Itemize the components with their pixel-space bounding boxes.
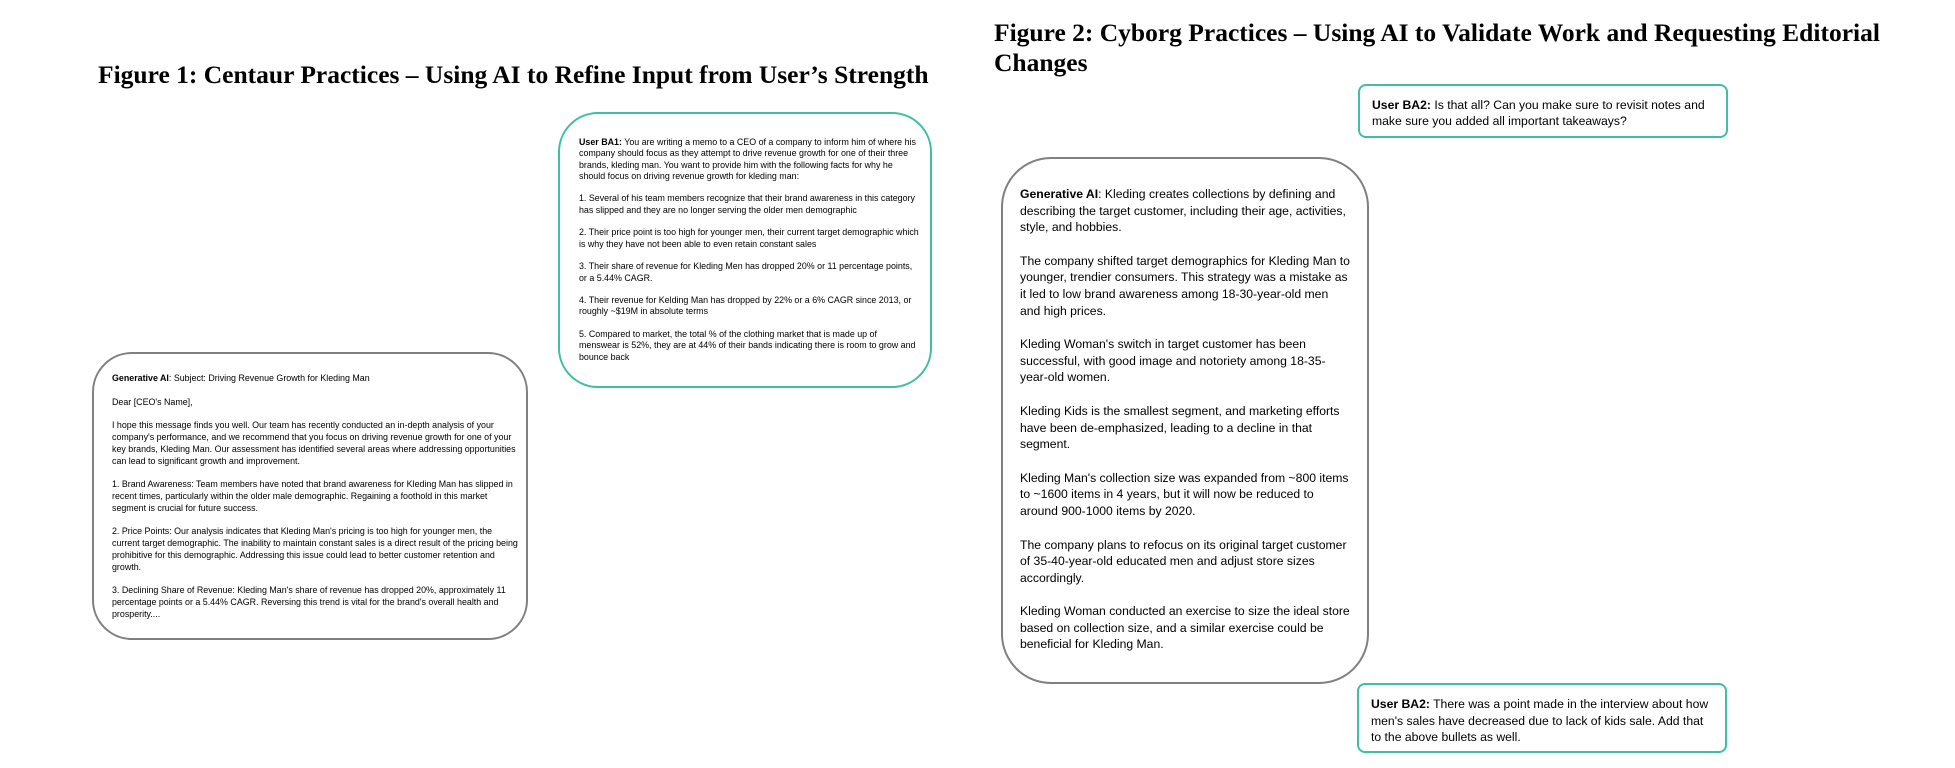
- memo-paragraph: 1. Brand Awareness: Team members have noted that brand awareness for Kleding Man has slipped in recent times, particularly within the older male demographic. Regaining a foothold in this market segment is crucial for future success.: [112, 479, 513, 513]
- user-ba1-intro: [579, 137, 920, 182]
- fact-item: 2. Their price point is too high for younger men, their current target demographic which is why they have not been able to even retain constant sales: [579, 227, 919, 249]
- memo-paragraph: 3. Declining Share of Revenue: Kleding Man's share of revenue has dropped 20%, approximately 11 percentage points or a 5.44% CAGR. Reversing this trend is vital for the brand's overall health and prosperity....: [112, 585, 506, 619]
- speaker-label: Generative AI: [1020, 187, 1099, 201]
- user-ba2-second-text: [1371, 696, 1715, 746]
- memo-paragraph: I hope this message finds you well. Our team has recently conducted an in-depth analysis of your company's performance, and we recommend that you focus on driving revenue growth for one of your key brands, Kleding Man. Our assessment has identified several areas where addressing opportunities can lead to significant growth and improvement.: [112, 420, 516, 466]
- fact-item: 4. Their revenue for Kelding Man has dropped by 22% or a 6% CAGR since 2013, or roughly ~$19M in absolute terms: [579, 295, 912, 317]
- lead-text: : Kleding creates collections by defining and describing the target customer, including their age, activities, style, and hobbies.: [1020, 187, 1346, 235]
- speaker-label: User BA2:: [1372, 98, 1431, 112]
- summary-paragraph: Kleding Woman's switch in target customer has been successful, with good image and notoriety among 18-35-year-old women.: [1020, 337, 1326, 385]
- fact-item: 1. Several of his team members recognize that their brand awareness in this category has slipped and they are no longer serving the older men demographic: [579, 193, 915, 215]
- prompt-text: You are writing a memo to a CEO of a company to inform him of where his company should focus as they attempt to drive revenue growth for one of their three brands, kleding man. You want to provide him with the following facts for why he should focus on driving revenue growth for kleding man:: [579, 137, 916, 181]
- user-ba1-prompt-bubble: [558, 112, 932, 388]
- summary-paragraph: The company plans to refocus on its original target customer of 35-40-year-old educated men and adjust store sizes accordingly.: [1020, 537, 1347, 585]
- prompt-text: Is that all? Can you make sure to revisit notes and make sure you added all important takeaways?: [1372, 98, 1705, 129]
- figure-2-title: Figure 2: Cyborg Practices – Using AI to Validate Work and Requesting Editorial Changes: [994, 18, 1880, 77]
- summary-paragraph: Kleding Woman conducted an exercise to size the ideal store based on collection size, and a similar exercise could be beneficial for Kleding Man.: [1020, 604, 1350, 652]
- user-ba2-second-prompt-bubble: [1357, 683, 1727, 753]
- figure-1-title: Figure 1: Centaur Practices – Using AI to Refine Input from User’s Strength: [98, 60, 929, 89]
- summary-paragraph: The company shifted target demographics for Kleding Man to younger, trendier consumers. This strategy was a mistake as it led to low brand awareness among 18-30-year-old men and high prices.: [1020, 253, 1350, 318]
- subject-text: : Subject: Driving Revenue Growth for Kleding Man: [168, 373, 370, 383]
- prompt-text: There was a point made in the interview about how men's sales have decreased due to lack of kids sale. Add that to the above bullets as well.: [1371, 697, 1709, 745]
- speaker-label: User BA1:: [579, 137, 622, 147]
- memo-paragraph: 2. Price Points: Our analysis indicates that Kleding Man's pricing is too high for younger men, the current target demographic. The inability to maintain constant sales is a direct result of the pricing being prohibitive for this demographic. Addressing this issue could lead to better customer retention and growth.: [112, 526, 518, 572]
- summary-paragraph: Kleding Kids is the smallest segment, and marketing efforts have been de-emphasized, leading to a decline in that segment.: [1020, 403, 1340, 452]
- fact-item: 3. Their share of revenue for Kleding Men has dropped 20% or 11 percentage points, or a 5.44% CAGR.: [579, 261, 913, 283]
- user-ba2-first-prompt-bubble: [1358, 84, 1728, 138]
- memo-subject: [112, 373, 518, 385]
- memo-paragraph: Dear [CEO's Name],: [112, 396, 193, 407]
- speaker-label: User BA2:: [1371, 697, 1430, 711]
- summary-paragraph: Kleding Man's collection size was expanded from ~800 items to ~1600 items in 4 years, but it will now be reduced to around 900-1000 items by 2020.: [1020, 470, 1349, 518]
- generative-ai-summary-bubble: [1001, 157, 1369, 684]
- fact-item: 5. Compared to market, the total % of the clothing market that is made up of menswear is 52%, they are at 44% of their bands indicating there is room to grow and bounce back: [579, 329, 916, 362]
- speaker-label: Generative AI: [112, 373, 169, 383]
- user-ba2-first-text: [1372, 97, 1716, 130]
- generative-ai-memo-bubble: [92, 352, 528, 640]
- summary-lead: [1020, 186, 1351, 236]
